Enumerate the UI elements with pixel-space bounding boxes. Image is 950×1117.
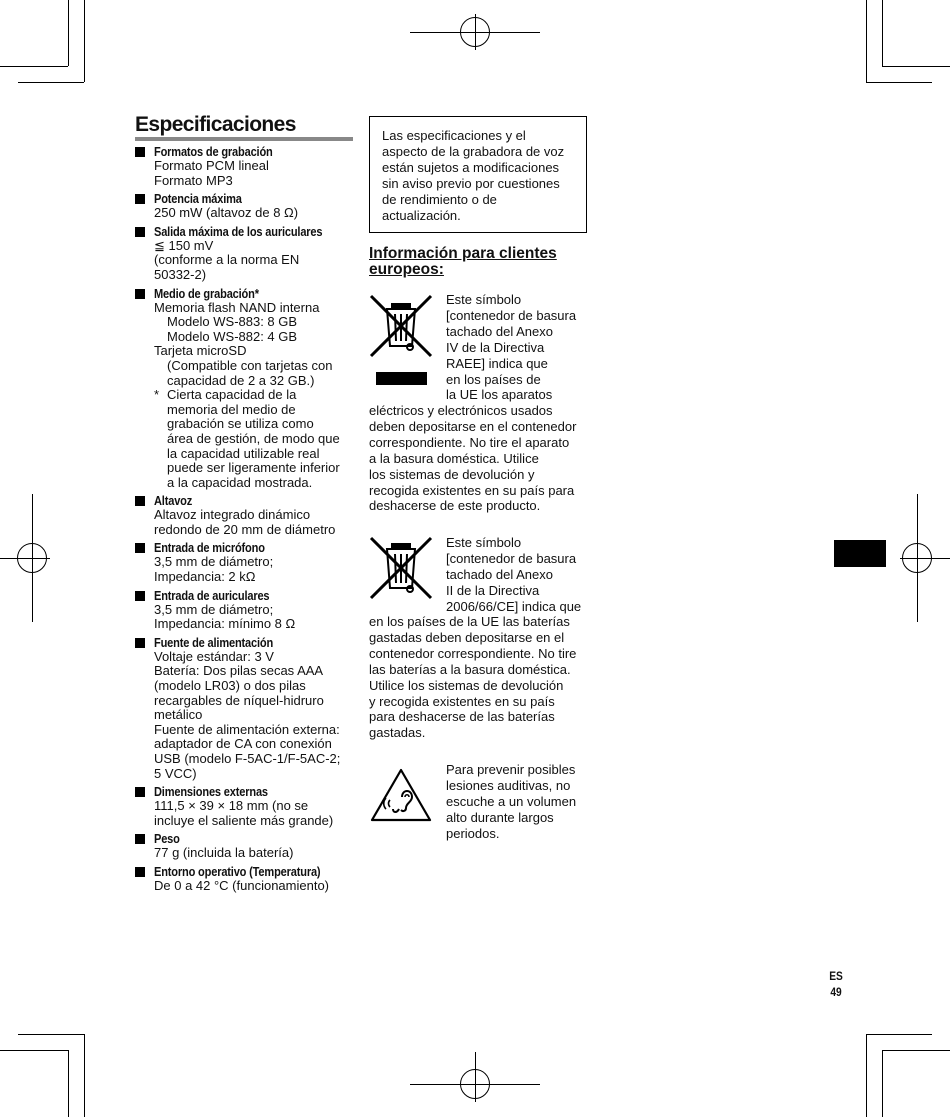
text-line: contenedor correspondiente. No tire [369,645,577,661]
page-number-value: 49 [830,985,842,999]
square-bullet-icon [135,591,145,601]
spec-heading: Medio de grabación* [154,285,259,301]
spec-value: Impedancia: 2 kΩ [154,569,256,585]
spec-heading: Entorno operativo (Temperatura) [154,863,321,879]
spec-value: USB (modelo F-5AC-1/F-5AC-2; [154,751,341,766]
spec-heading: Altavoz [154,493,193,509]
page-title: Especificaciones [135,114,353,141]
text-line: 2006/66/CE] indica que [446,598,582,614]
footnote-line: la capacidad utilizable real [167,445,320,461]
spec-value: metálico [154,707,203,723]
section-heading-line: europeos: [369,261,444,278]
text-line: las baterías a la basura doméstica. [369,661,571,677]
weee-side-text [446,292,596,403]
text-line: Este símbolo [446,292,522,307]
spec-value: incluye el saliente más grande) [154,812,334,828]
footnote-line: Cierta capacidad de la [167,387,297,403]
square-bullet-icon [135,638,145,648]
spec-value: (modelo LR03) o dos pilas [154,678,306,694]
text-line: y recogida existentes en su país [369,693,555,709]
spec-value: Modelo WS-882: 4 GB [167,328,298,344]
footnote-line: puede ser ligeramente inferior [167,460,340,476]
crossed-out-bin-icon [369,536,435,602]
notice-line: aspecto de la grabadora de voz [382,144,565,159]
square-bullet-icon [135,834,145,844]
text-line: gastadas. [369,725,426,741]
spec-value: Impedancia: mínimo 8 Ω [154,616,296,632]
spec-item [135,286,357,491]
spec-value: 5 VCC) [154,765,197,781]
battery-side-text [446,535,596,615]
footnote-line: a la capacidad mostrada. [167,474,313,490]
spec-value: Tarjeta microSD [154,343,247,359]
text-line: lesiones auditivas, no [446,777,571,793]
notice-line: actualización. [382,208,461,223]
section-thumb-tab [834,540,886,567]
text-line: [contenedor de basura [446,550,577,566]
spec-heading: Peso [154,831,180,847]
hearing-warning-icon [369,767,433,823]
spec-value: Modelo WS-883: 8 GB [167,314,298,330]
footnote-line: grabación se utiliza como [167,416,314,432]
section-heading-line: Información para clientes [369,245,557,262]
hearing-warning-text [446,762,596,842]
spec-value: Formato PCM lineal [154,158,269,173]
text-line: en los países de [446,371,541,387]
text-line: los sistemas de devolución y [369,466,535,482]
spec-value: 3,5 mm de diámetro; [154,601,274,617]
spec-item [135,191,357,221]
square-bullet-icon [135,543,145,553]
text-line: Este símbolo [446,535,522,550]
text-line: II de la Directiva [446,582,540,598]
page-number [829,968,843,1000]
square-bullet-icon [135,289,145,299]
text-line: en los países de la UE las baterías [369,614,570,629]
footnote-line: área de gestión, de modo que [167,430,340,446]
text-line: deben depositarse en el contenedor [369,418,577,434]
text-line: alto durante largos [446,809,554,825]
spec-item [135,224,357,283]
spec-value: Formato MP3 [154,172,233,188]
spec-value: ≦ 150 mV [154,237,214,253]
square-bullet-icon [135,787,145,797]
spec-heading: Fuente de alimentación [154,634,274,650]
spec-value: 111,5 × 39 × 18 mm (no se [154,798,309,814]
spec-value: Altavoz integrado dinámico [154,507,311,523]
text-line: recogida existentes en su país para [369,482,575,498]
spec-heading: Dimensiones externas [154,784,268,800]
square-bullet-icon [135,496,145,506]
spec-heading: Entrada de auriculares [154,587,270,603]
spec-item [135,493,357,537]
notice-box [369,116,587,233]
spec-item [135,864,357,894]
spec-value: capacidad de 2 a 32 GB.) [167,372,315,388]
spec-value: Voltaje estándar: 3 V [154,648,274,664]
footnote [154,388,357,490]
text-line: tachado del Anexo [446,566,553,582]
notice-line: Las especificaciones y el [382,128,526,143]
text-line: a la basura doméstica. Utilice [369,450,539,466]
square-bullet-icon [135,227,145,237]
spec-value: 3,5 mm de diámetro; [154,554,274,570]
spec-value: Fuente de alimentación externa: [154,721,340,737]
text-line: IV de la Directiva [446,339,545,355]
crossed-out-bin-icon [369,294,435,360]
text-line: [contenedor de basura [446,307,577,323]
footnote-line: memoria del medio de [167,401,296,417]
notice-line: sin aviso previo por cuestiones [382,176,560,191]
text-line: correspondiente. No tire el aparato [369,434,570,450]
text-line: RAEE] indica que [446,355,548,371]
square-bullet-icon [135,867,145,877]
spec-value: (conforme a la norma EN [154,252,300,268]
text-line: deshacerse de este producto. [369,498,541,514]
spec-heading: Formatos de grabación [154,144,273,159]
text-line: periodos. [446,825,500,841]
spec-value: Batería: Dos pilas secas AAA [154,663,324,679]
spec-list [135,144,357,897]
text-line: eléctricos y electrónicos usados [369,403,553,418]
spec-value: De 0 a 42 °C (funcionamiento) [154,877,330,893]
text-line: gastadas deben depositarse en el [369,629,565,645]
text-line: Para prevenir posibles [446,762,576,777]
notice-line: de rendimiento o de [382,192,497,207]
spec-value: 250 mW (altavoz de 8 Ω) [154,205,299,221]
weee-body-text [369,403,599,514]
spec-heading: Potencia máxima [154,191,242,207]
spec-value: redondo de 20 mm de diámetro [154,521,336,537]
section-heading [369,246,589,278]
spec-value: adaptador de CA con conexión [154,736,332,752]
text-line: Utilice los sistemas de devolución [369,677,564,693]
spec-item [135,588,357,632]
spec-heading: Entrada de micrófono [154,540,265,556]
square-bullet-icon [135,147,145,157]
notice-line: están sujetos a modificaciones [382,160,560,175]
spec-item [135,540,357,584]
spec-item [135,144,357,188]
spec-item [135,784,357,828]
text-line: tachado del Anexo [446,323,553,339]
asterisk-mark: * [154,387,160,403]
text-line: escuche a un volumen [446,793,577,809]
spec-value: recargables de níquel-hidruro [154,692,324,708]
weee-bar [376,372,427,385]
spec-value: 77 g (incluida la batería) [154,845,294,861]
spec-item [135,831,357,861]
spec-item [135,635,357,781]
text-line: la UE los aparatos [446,387,553,403]
text-line: para deshacerse de las baterías [369,709,555,725]
square-bullet-icon [135,194,145,204]
spec-value: (Compatible con tarjetas con [167,357,333,373]
battery-body-text [369,614,599,741]
spec-value: 50332-2) [154,266,207,282]
spec-value: Memoria flash NAND interna [154,299,320,315]
spec-heading: Salida máxima de los auriculares [154,223,323,239]
page-language: ES [829,969,843,983]
